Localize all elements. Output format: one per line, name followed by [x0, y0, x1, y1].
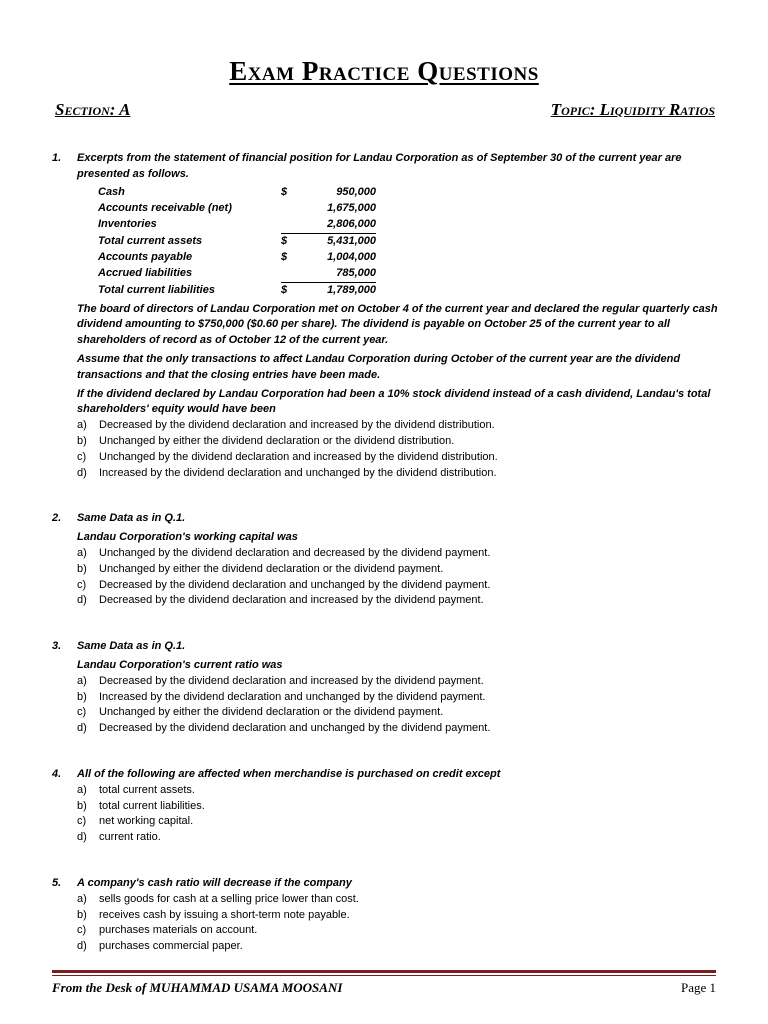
table-row: [98, 185, 376, 201]
option-letter: d): [77, 722, 87, 735]
option-letter: d): [77, 466, 87, 479]
option-b: [77, 690, 720, 706]
row-amount: 785,000: [336, 267, 376, 280]
option-letter: d): [77, 594, 87, 607]
option-letter: c): [77, 578, 87, 591]
option-text: current ratio.: [99, 831, 161, 844]
row-label: Inventories: [98, 218, 157, 231]
option-c: [77, 814, 720, 830]
option-b: [77, 434, 720, 450]
question-prompt: A company's cash ratio will decrease if the company: [77, 876, 352, 889]
option-text: Unchanged by either the dividend declaration or the dividend distribution.: [99, 434, 455, 447]
option-letter: a): [77, 783, 87, 796]
question-prompt: All of the following are affected when merchandise is purchased on credit except: [77, 767, 501, 780]
question-number: 3.: [52, 640, 62, 653]
footer-divider: [52, 970, 716, 973]
row-amount: 5,431,000: [311, 233, 376, 250]
question-4: [52, 767, 720, 846]
question-3: [52, 639, 720, 737]
option-letter: d): [77, 831, 87, 844]
row-currency: [281, 217, 311, 234]
option-d: [77, 939, 720, 955]
option-text: sells goods for cash at a selling price lower than cost.: [99, 892, 359, 905]
option-text: net working capital.: [99, 815, 194, 828]
option-text: Increased by the dividend declaration and unchanged by the dividend payment.: [99, 690, 486, 703]
row-amount: 1,789,000: [311, 282, 376, 299]
row-amount: 950,000: [336, 186, 376, 199]
option-c: [77, 923, 720, 939]
row-label: Total current assets: [98, 234, 203, 247]
option-text: total current assets.: [99, 783, 195, 796]
row-currency: $: [281, 233, 311, 250]
row-label: Cash: [98, 186, 125, 199]
option-text: Unchanged by the dividend declaration and decreased by the dividend payment.: [99, 546, 491, 559]
questions: [52, 151, 720, 955]
row-currency: $: [281, 282, 311, 299]
option-d: [77, 721, 720, 737]
table-row: [98, 217, 376, 234]
row-label: Accounts receivable (net): [98, 202, 232, 215]
option-letter: c): [77, 706, 87, 719]
table-row: [98, 201, 376, 217]
financial-position-table: [98, 185, 376, 299]
footer-divider-thin: [52, 975, 716, 976]
section-header: [55, 100, 715, 120]
options: [77, 783, 720, 846]
question-number: 4.: [52, 767, 62, 780]
option-d: [77, 466, 720, 482]
option-text: purchases commercial paper.: [99, 940, 243, 953]
row-label: Accrued liabilities: [98, 267, 193, 280]
option-text: Decreased by the dividend declaration and unchanged by the dividend payment.: [99, 722, 491, 735]
table-row: [98, 250, 376, 266]
row-currency: [281, 266, 311, 283]
question-paragraph: Assume that the only transactions to affect Landau Corporation during October of the current year are the dividend transactions and that the closing entries have been made.: [77, 352, 681, 381]
question-prompt: If the dividend declared by Landau Corporation had been a 10% stock dividend instead of a cash dividend, Landau's total shareholders' equity would have been: [77, 387, 711, 416]
question-intro: Excerpts from the statement of financial position for Landau Corporation as of September 30 of the current year are presented as follows.: [77, 152, 682, 180]
option-letter: b): [77, 434, 87, 447]
question-number: 5.: [52, 876, 62, 889]
option-letter: a): [77, 546, 87, 559]
question-prompt: Landau Corporation's current ratio was: [77, 658, 283, 671]
option-d: [77, 593, 720, 609]
question-reference: Same Data as in Q.1.: [77, 512, 186, 525]
question-2: [52, 511, 720, 609]
option-text: purchases materials on account.: [99, 924, 258, 937]
options: [77, 674, 720, 737]
option-letter: a): [77, 674, 87, 687]
table-row: [98, 266, 376, 283]
options: [77, 418, 720, 481]
row-amount: 1,675,000: [327, 202, 376, 215]
option-b: [77, 908, 720, 924]
table-row: [98, 233, 376, 250]
row-currency: [281, 201, 311, 217]
option-b: [77, 799, 720, 815]
row-amount: 1,004,000: [327, 251, 376, 264]
option-d: [77, 830, 720, 846]
question-paragraph: The board of directors of Landau Corporation met on October 4 of the current year and declared the regular quarterly cash dividend amounting to $750,000 ($0.60 per share). The dividend is payable on October 25 of the current year to all shareholders of record as of October 12 of the current year.: [77, 302, 718, 347]
option-letter: b): [77, 799, 87, 812]
option-text: Unchanged by either the dividend declaration or the dividend payment.: [99, 706, 444, 719]
question-5: [52, 876, 720, 955]
option-text: receives cash by issuing a short-term note payable.: [99, 908, 350, 921]
options: [77, 546, 720, 609]
option-letter: b): [77, 562, 87, 575]
option-letter: b): [77, 908, 87, 921]
option-letter: c): [77, 815, 87, 828]
option-letter: a): [77, 892, 87, 905]
question-1: [52, 151, 720, 481]
option-letter: b): [77, 690, 87, 703]
option-text: Unchanged by the dividend declaration and increased by the dividend distribution.: [99, 450, 498, 463]
option-a: [77, 783, 720, 799]
option-text: Decreased by the dividend declaration and unchanged by the dividend payment.: [99, 578, 491, 591]
question-number: 1.: [52, 152, 62, 164]
topic-label: Topic: Liquidity Ratios: [550, 100, 715, 119]
option-c: [77, 578, 720, 594]
page-number: Page 1: [680, 980, 716, 995]
table-row: [98, 282, 376, 299]
page-title: Exam Practice Questions: [229, 56, 539, 86]
row-currency: $: [281, 251, 288, 264]
option-a: [77, 674, 720, 690]
row-currency: $: [281, 186, 288, 199]
option-text: Decreased by the dividend declaration and increased by the dividend payment.: [99, 674, 484, 687]
option-text: total current liabilities.: [99, 799, 205, 812]
row-label: Accounts payable: [98, 251, 193, 264]
footer-author: From the Desk of MUHAMMAD USAMA MOOSANI: [52, 980, 343, 995]
option-letter: a): [77, 419, 87, 432]
option-a: [77, 418, 720, 434]
option-letter: c): [77, 924, 87, 937]
option-c: [77, 705, 720, 721]
question-reference: Same Data as in Q.1.: [77, 640, 186, 653]
option-text: Decreased by the dividend declaration and increased by the dividend distribution.: [99, 419, 495, 432]
option-b: [77, 562, 720, 578]
option-text: Decreased by the dividend declaration and increased by the dividend payment.: [99, 594, 484, 607]
option-letter: c): [77, 450, 87, 463]
option-a: [77, 546, 720, 562]
row-amount: 2,806,000: [327, 218, 376, 231]
section-label: Section: A: [55, 100, 131, 119]
option-text: Increased by the dividend declaration and unchanged by the dividend distribution.: [99, 466, 497, 479]
option-c: [77, 450, 720, 466]
question-prompt: Landau Corporation's working capital was: [77, 531, 298, 544]
row-label: Total current liabilities: [98, 283, 215, 296]
question-number: 2.: [52, 512, 62, 525]
page-footer: [52, 980, 716, 996]
option-letter: d): [77, 940, 87, 953]
option-text: Unchanged by either the dividend declaration or the dividend payment.: [99, 562, 444, 575]
options: [77, 892, 720, 955]
option-a: [77, 892, 720, 908]
